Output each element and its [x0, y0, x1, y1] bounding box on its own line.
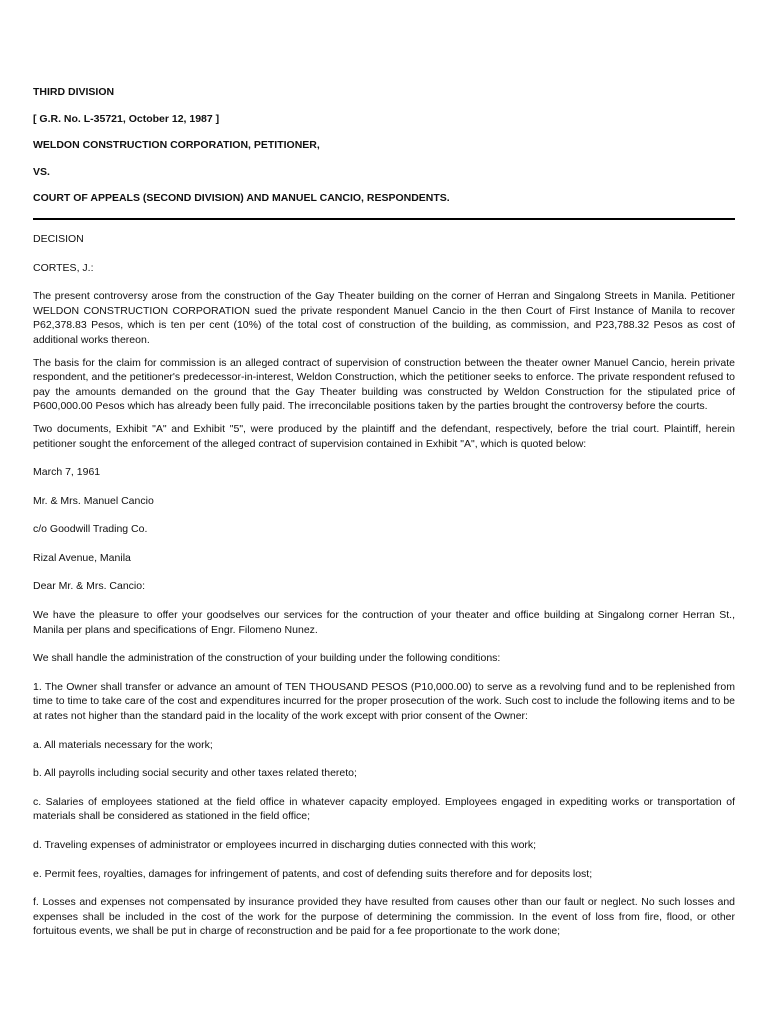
decision-document: [33, 85, 735, 939]
paragraph: Two documents, Exhibit "A" and Exhibit "5", were produced by the plaintiff and the defendant, respectively, before the trial court. Plaintiff, herein petitioner sought the enforcement of the alleged contract of supervision contained in Exhibit "A", which is quoted below:: [33, 422, 735, 450]
list-item: e. Permit fees, royalties, damages for infringement of patents, and cost of defending suits therefore and for deposits lost;: [33, 867, 593, 880]
list-item: f. Losses and expenses not compensated by insurance provided they have resulted from causes other than our fault or neglect. No such losses and expenses shall be included in the cost of the work for the purpose of determining the commission. In the event of loss from fire, flood, or other fortuitous events, we shall be put in charge of reconstruction and be paid for a fee proportionate to the work done;: [33, 896, 735, 938]
ponente: CORTES, J.:: [33, 261, 94, 274]
decision-label: DECISION: [33, 232, 84, 245]
list-item: d. Traveling expenses of administrator or employees incurred in discharging duties connected with this work;: [33, 839, 537, 851]
division-heading: THIRD DIVISION: [33, 86, 115, 98]
case-number: [ G.R. No. L-35721, October 12, 1987 ]: [33, 112, 220, 125]
letter-address: Rizal Avenue, Manila: [33, 551, 131, 564]
letter-conditions-intro: We shall handle the administration of the construction of your building under the following conditions:: [33, 652, 501, 665]
list-item: c. Salaries of employees stationed at the field office in whatever capacity employed. Employees engaged in expediting works or transportation of materials shall be considered as stationed in the field office;: [33, 795, 735, 823]
letter-addressee: Mr. & Mrs. Manuel Cancio: [33, 494, 154, 507]
versus-heading: VS.: [33, 165, 50, 178]
list-item: a. All materials necessary for the work;: [33, 738, 213, 751]
header-divider: [33, 218, 735, 220]
list-item: b. All payrolls including social security and other taxes related thereto;: [33, 767, 357, 780]
letter-intro: We have the pleasure to offer your goodselves our services for the contruction of your theater and office building at Singalong corner Herran St., Manila per plans and specifications of Engr. Filomeno Nunez.: [33, 609, 735, 636]
paragraph: The basis for the claim for commission is an alleged contract of supervision of construction between the theater owner Manuel Cancio, herein private respondent, and the petitioner's predecessor-in-interest, Weldon Construction, which the petitioner seeks to enforce. The private respondent refused to pay the amounts demanded on the ground that the Gay Theater building was constructed by Weldon Construction for the stipulated price of P600,000.00 Pesos which has already been fully paid. The irreconcilable positions taken by the parties brought the controversy before the courts.: [33, 356, 735, 413]
paragraph: The present controversy arose from the construction of the Gay Theater building on the corner of Herran and Singalong Streets in Manila. Petitioner WELDON CONSTRUCTION CORPORATION sued the private respondent Manuel Cancio in the then Court of First Instance of Manila to recover P62,378.83 Pesos, which is ten per cent (10%) of the total cost of construction of the building, as commission, and P23,788.32 Pesos as cost of additional works thereon.: [33, 290, 735, 346]
letter-condition: 1. The Owner shall transfer or advance an amount of TEN THOUSAND PESOS (P10,000.00) to serve as a revolving fund and to be replenished from time to time to take care of the cost and expenditures incurred for the proper prosecution of the work. Such cost to include the following items and to be at rates not higher than the standard paid in the locality of the work except with prior consent of the Owner:: [33, 680, 735, 723]
letter-salutation: Dear Mr. & Mrs. Cancio:: [33, 580, 146, 593]
letter-date: March 7, 1961: [33, 466, 101, 479]
letter-care-of: c/o Goodwill Trading Co.: [33, 523, 148, 536]
petitioner-heading: WELDON CONSTRUCTION CORPORATION, PETITIONER,: [33, 139, 320, 152]
respondents-heading: COURT OF APPEALS (SECOND DIVISION) AND MANUEL CANCIO, RESPONDENTS.: [33, 192, 450, 205]
